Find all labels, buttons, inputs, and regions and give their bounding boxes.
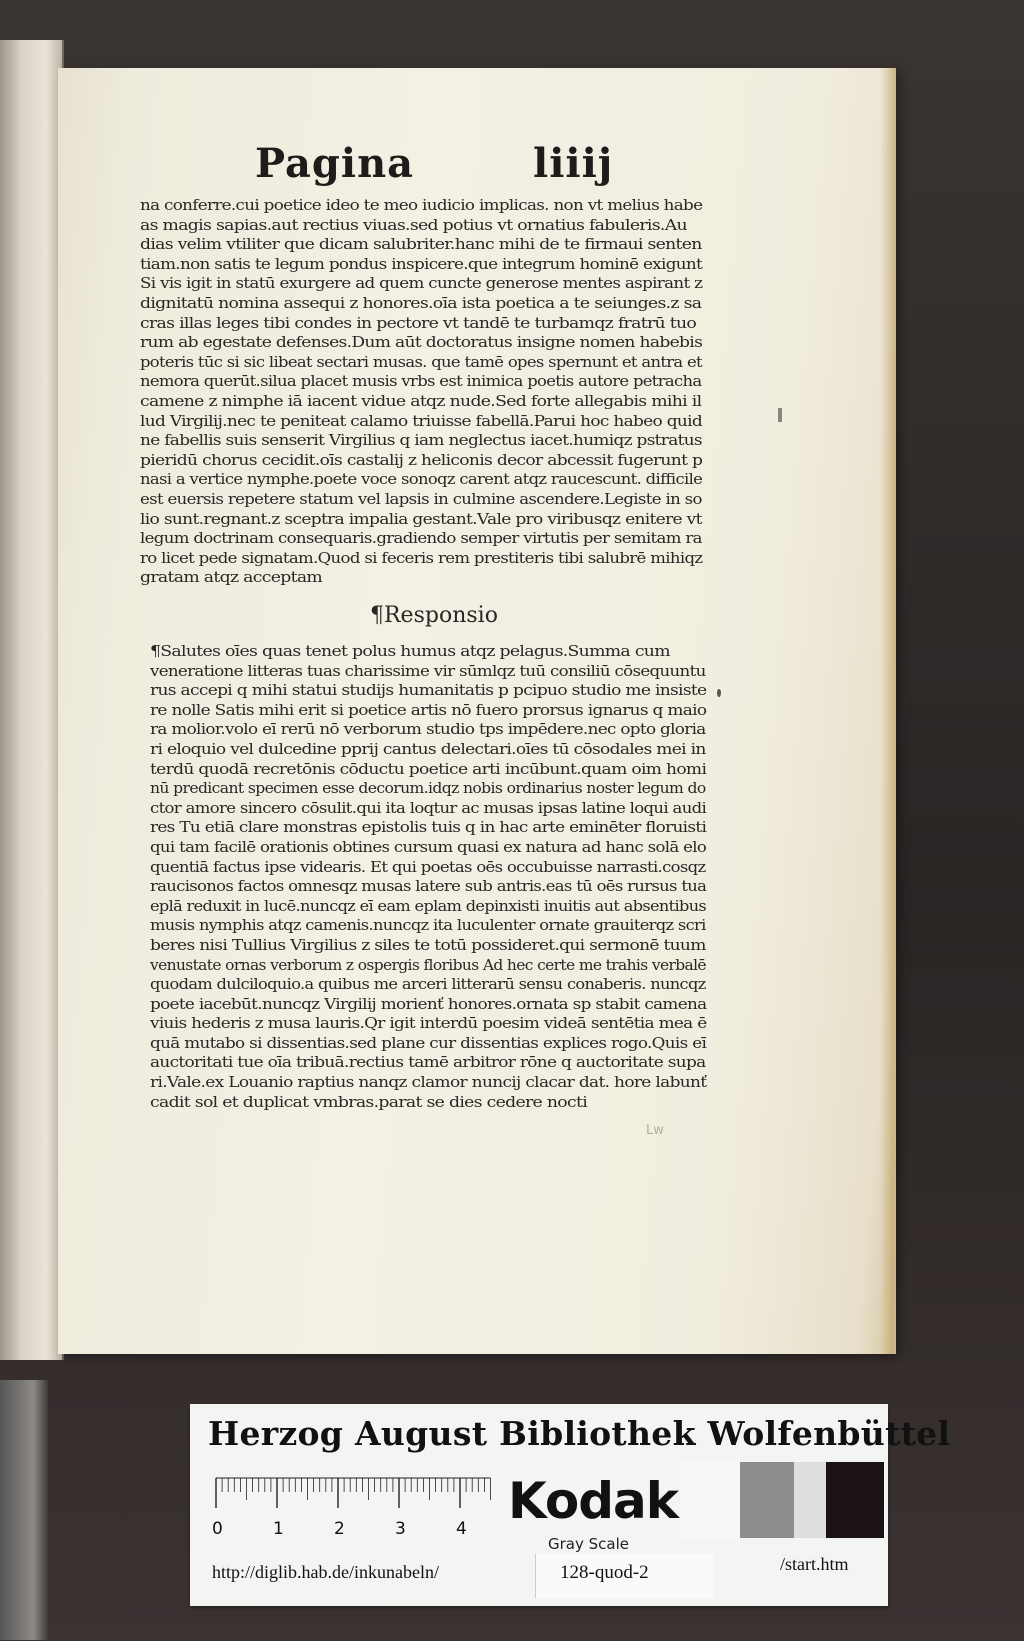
item-id: 128-quod-2	[560, 1562, 649, 1583]
digital-library-url: http://diglib.hab.de/inkunabeln/	[212, 1562, 439, 1582]
heading-folio-number: liiij	[533, 140, 614, 187]
text-line: camene z nimphe iā iacent vidue atqz nude.Sed forte allegabis mihi il	[140, 391, 702, 410]
text-line: re nolle Satis mihi erit si poetice artis nō fuero prorsus ignarus q maio	[150, 700, 707, 719]
ruler-number: 4	[456, 1519, 467, 1538]
text-line: quentiā factus ipse videaris. Et qui poetas oēs occubuisse narrasti.cosqz	[150, 857, 706, 876]
heading-word: Pagina	[255, 140, 415, 187]
text-line: terdū quodā recretōnis cōductu poetice arti incūbunt.quam oim homi	[150, 759, 707, 778]
text-line: lud Virgilij.nec te peniteat calamo triuisse fabellā.Parui hoc habeo quid	[140, 411, 702, 430]
kodak-logo: Kodak	[508, 1472, 678, 1530]
text-line: gratam atqz acceptam	[140, 568, 323, 587]
library-color-card	[190, 1404, 951, 1606]
page-edge-foxing	[880, 68, 894, 1354]
text-line: est euersis repetere statum vel lapsis in culmine ascendere.Legiste in so	[140, 489, 702, 508]
text-line: musis nymphis atqz camenis.nuncqz ita luculenter ornate grauiterqz scri	[150, 916, 706, 935]
text-line: nemora querūt.silua placet musis vrbs est inimica poetis autore petracha	[140, 372, 702, 391]
text-line: lio sunt.regnant.z sceptra impalia gestant.Vale pro viribusqz enitere vt	[140, 509, 702, 528]
text-line: poete iacebūt.nuncqz Virgilij morienť honores.ornata sp stabit camena	[150, 994, 707, 1013]
text-line: venustate ornas verborum z ospergis floribus Ad hec certe me trahis verbalē	[150, 955, 706, 974]
text-line: quā mutabo si dissentias.sed plane cur dissentias explices rogo.Quis eī	[150, 1033, 707, 1052]
text-line: dignitatū nomina assequi z honores.oīa ista poetica a te seiunges.z sa	[140, 293, 702, 312]
ruler-graphic	[212, 1476, 492, 1538]
text-line: ¶Salutes oīes quas tenet polus humus atqz pelagus.Summa cum	[150, 642, 670, 660]
text-line: quodam dulciloquio.a quibus me arceri litterarū sensu conaberis. nuncqz	[150, 975, 706, 994]
text-line: rum ab egestate defenses.Dum aūt doctoratus insigne nomen habebis	[140, 333, 703, 352]
margin-dot	[717, 689, 721, 697]
book-binding-edge	[0, 1380, 48, 1640]
page-heading	[255, 140, 615, 196]
text-line: qui tam facilē orationis obtines cursum quasi ex natura ad hanc solā elo	[150, 837, 707, 856]
text-line: eplā reduxit in lucē.nuncqz eī eam eplam depinxisti inuitis aut absentibus	[150, 896, 707, 915]
grayscale-label: Gray Scale	[548, 1535, 629, 1553]
text-line: ri.Vale.ex Louanio raptius nanqz clamor nuncij clacar dat. hore labunť	[150, 1073, 707, 1092]
letter-body	[140, 196, 708, 588]
text-line: nū predicant specimen esse decorum.idqz nobis ordinarius noster legum do	[150, 779, 706, 798]
gray-swatch-black	[826, 1462, 884, 1538]
text-line: as magis sapias.aut rectius viuas.sed potius vt ornatius fabuleris.Au	[140, 215, 687, 234]
text-line: ra molior.volo eī rerū nō verborum studio tps impēdere.nec opto gloria	[150, 720, 706, 739]
text-line: veneratione litteras tuas charissime vir sūmlqz tuū consiliū cōsequuntu	[150, 661, 706, 680]
text-line: ri eloquio vel dulcedine pprij cantus delectari.oīes tū cōsodales mei in	[150, 739, 706, 758]
institution-name: Herzog August Bibliothek Wolfenbüttel	[208, 1414, 951, 1453]
text-line: pieridū chorus cecidit.oīs castalij z heliconis decor abcessit fugerunt p	[140, 450, 703, 469]
ruler-number: 3	[395, 1519, 406, 1538]
text-line: rus accepi q mihi statui studijs humanitatis p pcipuo studio me insiste	[150, 681, 707, 700]
text-line: Si vis igit in statū exurgere ad quem cuncte generose mentes aspirant z	[140, 274, 703, 293]
text-line: viuis hederis z musa lauris.Qr igit interdū poesim videā sentētia mea ē	[150, 1014, 707, 1033]
gray-swatch-light	[794, 1462, 826, 1538]
text-line: na conferre.cui poetice ideo te meo iudicio implicas. non vt melius habe	[140, 196, 703, 214]
adjacent-page-edge	[0, 40, 64, 1360]
text-line: raucisonos factos omnesqz musas latere sub antris.eas tū oēs rursus tua	[150, 877, 707, 896]
text-line: tiam.non satis te legum pondus inspicere.que integrum hominē exigunt	[140, 254, 703, 273]
response-subheading: ¶Responsio	[370, 603, 498, 628]
text-line: nasi a vertice nymphe.poete voce sonoqz carent atqz raucescunt. difficile	[140, 470, 703, 489]
text-line: res Tu etiā clare monstras epistolis tuis q in hac arte eminēter floruisti	[150, 818, 707, 837]
text-line: legum doctrinam consequaris.gradiendo semper virtutis per semitam ra	[140, 529, 702, 548]
measurement-ruler	[212, 1476, 492, 1538]
gray-swatch-white	[680, 1462, 740, 1538]
text-line: ctor amore sincero cōsulit.qui ita loqtur ac musas ipsas latine loqui audi	[150, 798, 707, 817]
gray-swatch-mid	[740, 1462, 794, 1538]
ruler-number: 0	[212, 1519, 223, 1538]
ruler-number: 2	[334, 1519, 345, 1538]
text-line: ro licet pede signatam.Quod si feceris rem prestiteris tibi salubrē mihiqz	[140, 548, 703, 567]
start-page-path: /start.htm	[780, 1554, 849, 1574]
ruler-number: 1	[273, 1519, 284, 1538]
text-line: poteris tūc si sic libeat sectari musas. que tamē opes spernunt et antra et	[140, 352, 702, 371]
text-line: beres nisi Tullius Virgilius z siles te totū possideret.qui sermonē tuum	[150, 935, 706, 954]
text-line: cras illas leges tibi condes in pectore vt tandē te turbamqz fratrū tuo	[140, 313, 697, 332]
pencil-annotation: Lw	[646, 1123, 664, 1138]
text-line: auctoritati tue oīa tribuā.rectius tamē arbitror rōne q auctoritate supa	[150, 1053, 706, 1072]
response-body	[150, 642, 712, 1112]
text-line: ne fabellis suis senserit Virgilius q iam neglectus iacet.humiqz pstratus	[140, 431, 702, 450]
text-line: dias velim vtiliter que dicam salubriter.hanc mihi de te firmaui senten	[140, 235, 702, 254]
text-line: cadit sol et duplicat vmbras.parat se dies cedere nocti	[150, 1092, 588, 1111]
margin-mark	[778, 408, 782, 422]
